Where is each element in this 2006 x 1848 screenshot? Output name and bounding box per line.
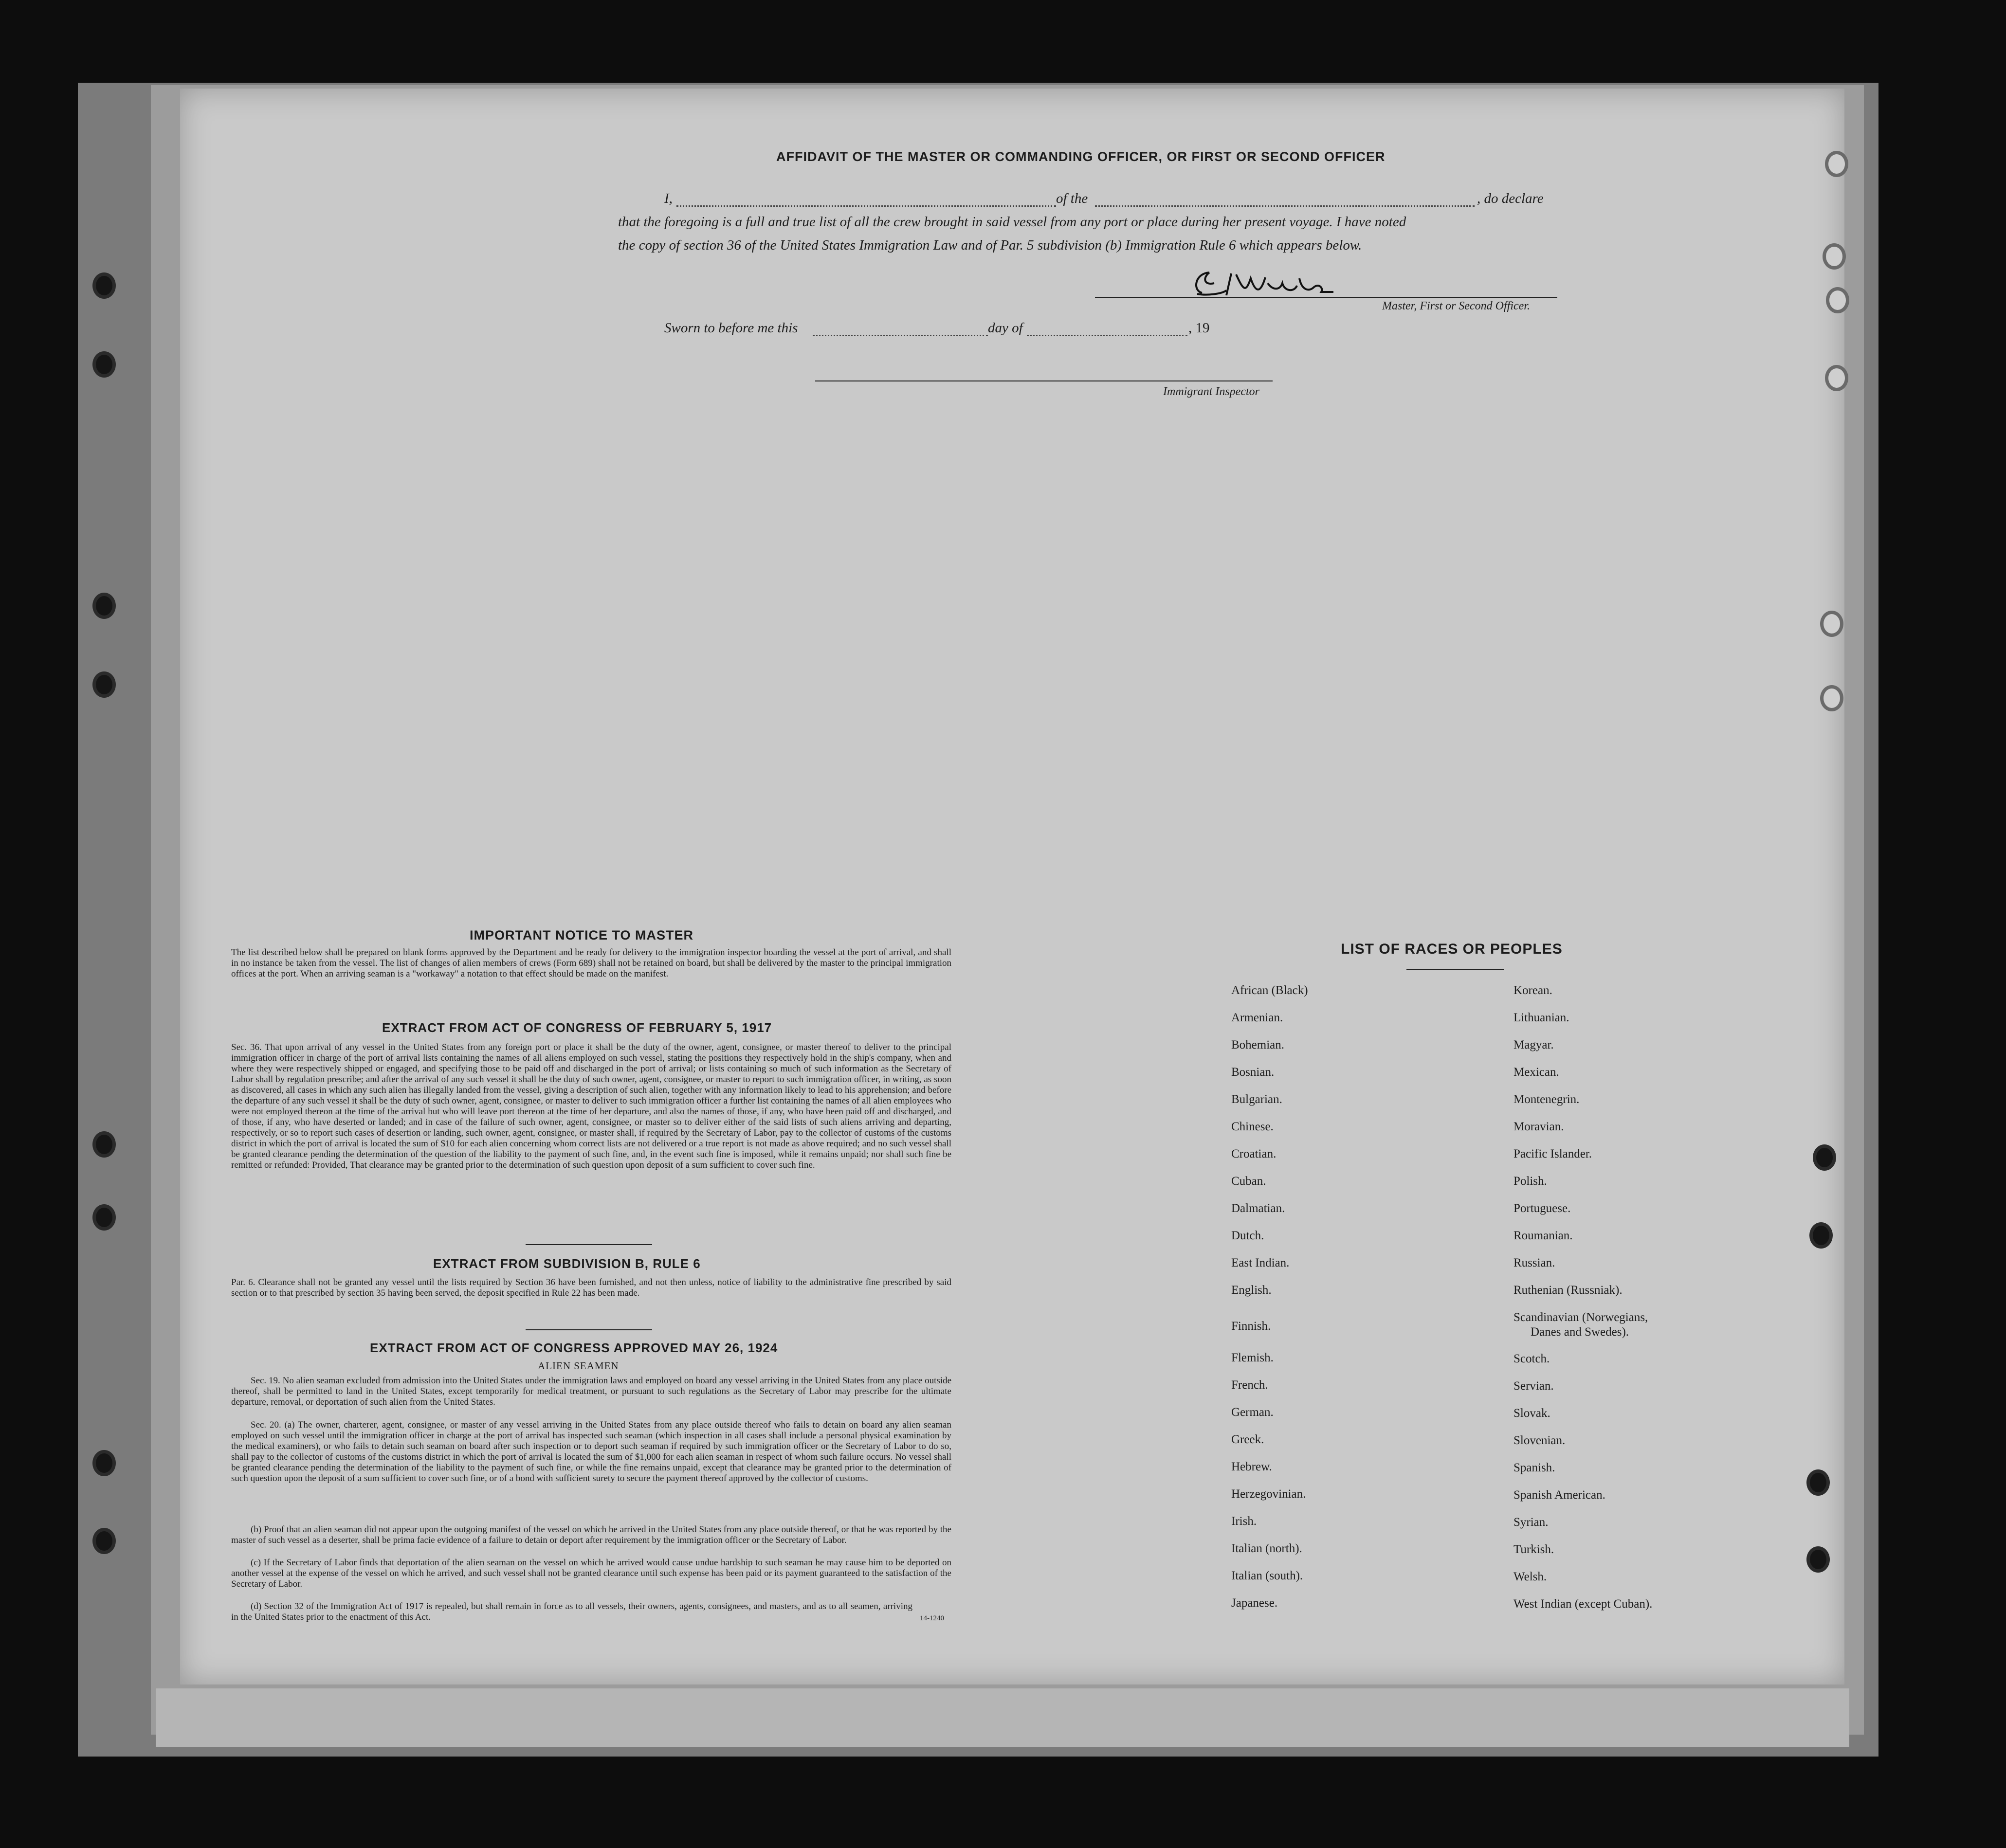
notice-heading: IMPORTANT NOTICE TO MASTER — [470, 928, 693, 942]
sworn-label: Sworn to before me this — [664, 320, 798, 336]
list-item: Roumanian. — [1514, 1229, 1573, 1242]
list-item: Flemish. — [1231, 1351, 1274, 1364]
extract-1917-body: Sec. 36. That upon arrival of any vessel in the United States from any foreign port or place it shall be the duty of the owner, agent, consignee, or master thereof to deliver to the principal immigration officer in charge of the port of arrival lists containing the names of all aliens employed on such vessel, stating the positions they respectively hold in the ship's company, when and where they were respectively shipped or engaged, and specifying those to be paid off and discharged in the port of arrival; or lists containing so much of such information as the Secretary of Labor shall by regulation prescribe; and after the arrival of any such vessel it shall be the duty of such owner, agent, consignee, or master to report to such immigration officer, in writing, as soon as discovered, all cases in which any such alien has illegally landed from the vessel, giving a description of such alien, together with any information likely to lead to his apprehension; and before the departure of any such vessel it shall be the duty of such owner, agent, consignee, or master to deliver to such immigration officer a further list containing the names of all alien employees who were not employed thereon at the time of the arrival but who will leave port thereon at the time of her departure, and also the names of those, if any, who have been paid off and discharged, and of those, if any, who have deserted or landed; and in case of the failure of such owner, agent, consignee, or master so to deliver either of the said lists of such aliens arriving and departing, respectively, or so to report such cases of desertion or landing, such owner, agent, consignee, or master shall, if required by the Secretary of Labor, pay to the collector of customs of the customs district in which the port of arrival is located the sum of $10 for each alien concerning whom correct lists are not delivered or a true report is not made as above required; and no such vessel shall be granted clearance pending the determination of the question of the liability to the payment of such fine, and, in the event such fine is imposed, while it remains unpaid; nor shall such fine be remitted or refunded: Provided, That clearance may be granted prior to the determination of such question upon deposit of a sum sufficient to cover such fine. — [231, 1042, 951, 1170]
notice-body: The list described below shall be prepared on blank forms approved by the Department and be ready for delivery to the immigration inspector boarding the vessel at the port of arrival, and shall in no instance be taken from the vessel. The list of changes of alien members of crews (Form 689) shall not be retained on board, but shall be delivered by the master to the principal immigration offices at the port. When an arriving seaman is a "workaway" a notation to that effect should be made on the manifest. — [231, 947, 951, 979]
extract-1924-heading: EXTRACT FROM ACT OF CONGRESS APPROVED MAY 26, 1924 — [370, 1341, 778, 1355]
document-page — [180, 89, 1844, 1685]
list-item: English. — [1231, 1284, 1272, 1297]
list-item: West Indian (except Cuban). — [1514, 1597, 1653, 1611]
list-item: Croatian. — [1231, 1147, 1277, 1160]
extract-1924-subheading: ALIEN SEAMEN — [538, 1360, 619, 1372]
binder-hole — [92, 1450, 116, 1476]
list-item: Irish. — [1231, 1515, 1257, 1528]
sworn-month-blank — [1027, 335, 1187, 336]
signature-line — [1095, 297, 1557, 298]
list-item: French. — [1231, 1378, 1268, 1392]
year-label: , 19 — [1188, 320, 1210, 336]
binder-hole — [92, 351, 116, 378]
list-item: Greek. — [1231, 1433, 1264, 1446]
list-item: Italian (north). — [1231, 1542, 1302, 1555]
list-item: Slovak. — [1514, 1407, 1550, 1420]
list-item: Spanish American. — [1514, 1488, 1605, 1502]
list-item: Ruthenian (Russniak). — [1514, 1284, 1623, 1297]
list-item: Polish. — [1514, 1175, 1547, 1188]
vessel-blank — [1095, 205, 1475, 207]
list-item: Scotch. — [1514, 1352, 1550, 1365]
binder-hole — [92, 1204, 116, 1231]
list-item: Mexican. — [1514, 1066, 1559, 1079]
races-heading: LIST OF RACES OR PEOPLES — [1341, 941, 1563, 957]
binder-hole — [1809, 1222, 1833, 1249]
list-item: Magyar. — [1514, 1038, 1554, 1051]
list-item: Welsh. — [1514, 1570, 1547, 1583]
list-item: Moravian. — [1514, 1120, 1564, 1133]
list-item: German. — [1231, 1406, 1274, 1419]
list-item: African (Black) — [1231, 984, 1308, 997]
list-item: Lithuanian. — [1514, 1011, 1569, 1024]
list-item: Turkish. — [1514, 1543, 1554, 1556]
bottom-sheet-edge — [156, 1688, 1849, 1747]
extract-1917-heading: EXTRACT FROM ACT OF CONGRESS OF FEBRUARY 5, 1917 — [382, 1020, 772, 1035]
binder-hole — [92, 1131, 116, 1158]
list-item: Bulgarian. — [1231, 1093, 1282, 1106]
binder-hole — [92, 1528, 116, 1554]
list-item: Bohemian. — [1231, 1038, 1285, 1051]
extract-1924-sec20a: Sec. 20. (a) The owner, charterer, agent, consignee, or master of any vessel arriving in the United States from any place outside thereof who fails to detain on board any alien seaman employed on such vessel until the immigration officer in charge at the port of arrival has inspected such seaman (which inspection in all cases shall include a personal physical examination by the medical examiners), or who fails to detain such seaman on board after such inspection or to deport such seaman if required by such immigration officer or the Secretary of Labor to do so, shall pay to the collector of customs of the customs district in which the port of arrival is located the sum of $1,000 for each alien seaman in respect of whom such failure occurs. No vessel shall be granted clearance pending the determination of the liability to the payment of such fine, or while the fine remains unpaid, except that clearance may be granted prior to the determination of such question upon the deposit of a sum sufficient to cover such fine, or of a bond with sufficient surety to secure the payment thereof approved by the collector of customs. — [231, 1420, 951, 1484]
list-item: Russian. — [1514, 1256, 1555, 1269]
binder-hole — [1806, 1469, 1830, 1496]
extract-1924-sec20d: (d) Section 32 of the Immigration Act of 1917 is repealed, but shall remain in force as to all vessels, their owners, agents, consignees, and masters, and as to all seamen, arriving in the United States prior to the enactment of this Act. — [231, 1601, 912, 1622]
extract-1924-sec20c: (c) If the Secretary of Labor finds that deportation of the alien seaman on the vessel on which he arrived would cause undue hardship to such seaman he may cause him to be deported on another vessel at the expense of the vessel on which he arrived, and such vessel shall not be granted clearance until such expense has been paid or its payment guaranteed to the satisfaction of the Secretary of Labor. — [231, 1558, 951, 1589]
list-item: Slovenian. — [1514, 1434, 1566, 1447]
binder-hole — [1825, 151, 1848, 177]
list-item-continuation: Danes and Swedes). — [1531, 1325, 1629, 1339]
extract-rule6-heading: EXTRACT FROM SUBDIVISION B, RULE 6 — [433, 1256, 701, 1271]
inspector-caption: Immigrant Inspector — [1163, 385, 1259, 398]
list-item: Herzegovinian. — [1231, 1487, 1306, 1501]
list-item: Dalmatian. — [1231, 1202, 1285, 1215]
list-item: Finnish. — [1231, 1320, 1271, 1333]
list-item: Scandinavian (Norwegians, — [1514, 1311, 1648, 1324]
binder-hole — [1826, 287, 1849, 313]
list-item: Hebrew. — [1231, 1460, 1272, 1473]
binder-hole — [1820, 611, 1843, 637]
list-item: Spanish. — [1514, 1461, 1555, 1474]
affidavit-line-2: that the foregoing is a full and true list of all the crew brought in said vessel from any port or place during her present voyage. I have noted — [618, 214, 1406, 230]
day-of-label: day of — [988, 320, 1023, 336]
list-item: East Indian. — [1231, 1256, 1290, 1269]
signature-caption: Master, First or Second Officer. — [1382, 300, 1530, 312]
binder-hole — [1820, 685, 1843, 711]
binder-hole — [92, 272, 116, 299]
extract-rule6-body: Par. 6. Clearance shall not be granted any vessel until the lists required by Section 36 have been furnished, and not then unless, notice of liability to the administrative fine prescribed by said section or to that prescribed by section 35 having been served, the deposit specified in Rule 22 has been made. — [231, 1277, 951, 1298]
list-item: Chinese. — [1231, 1120, 1274, 1133]
divider-1 — [526, 1244, 652, 1245]
binder-hole — [92, 593, 116, 619]
affidavit-of-the-label: of the — [1056, 191, 1088, 206]
races-divider — [1406, 969, 1504, 970]
affidavit-declare-label: , do declare — [1477, 191, 1544, 206]
form-number: 14-1240 — [920, 1614, 944, 1622]
list-item: Japanese. — [1231, 1596, 1278, 1610]
extract-1924-sec20b: (b) Proof that an alien seaman did not appear upon the outgoing manifest of the vessel on which he arrived in the United States from any place outside thereof, or that he was reported by the master of such vessel as a deserter, shall be prima facie evidence of a failure to detain or deport after requirement by the immigration officer or the Secretary of Labor. — [231, 1524, 951, 1545]
list-item: Pacific Islander. — [1514, 1147, 1592, 1160]
extract-1924-sec19: Sec. 19. No alien seaman excluded from admission into the United States under the immigration laws and employed on board any vessel arriving in the United States from any place outside thereof, shall be permitted to land in the United States, except temporarily for medical treatment, or pursuant to such regulations as the Secretary of Labor may prescribe for the ultimate departure, removal, or deportation of such alien from the United States. — [231, 1376, 951, 1407]
list-item: Cuban. — [1231, 1175, 1266, 1188]
affidavit-line-3: the copy of section 36 of the United States Immigration Law and of Par. 5 subdivision (b) Immigration Rule 6 which appears below. — [618, 237, 1362, 253]
divider-2 — [526, 1329, 652, 1330]
sworn-day-blank — [813, 335, 988, 336]
binder-hole — [1813, 1144, 1836, 1171]
list-item: Bosnian. — [1231, 1066, 1275, 1079]
binder-hole — [1823, 243, 1846, 270]
list-item: Italian (south). — [1231, 1569, 1303, 1582]
binder-hole — [1806, 1546, 1830, 1573]
binder-hole — [92, 671, 116, 698]
list-item: Dutch. — [1231, 1229, 1264, 1242]
affidavit-heading: AFFIDAVIT OF THE MASTER OR COMMANDING OFFICER, OR FIRST OR SECOND OFFICER — [776, 149, 1386, 164]
list-item: Montenegrin. — [1514, 1093, 1580, 1106]
list-item: Servian. — [1514, 1379, 1554, 1393]
inspector-line — [815, 380, 1273, 381]
list-item: Armenian. — [1231, 1011, 1283, 1024]
affidavit-i-label: I, — [664, 191, 673, 206]
list-item: Korean. — [1514, 984, 1552, 997]
list-item: Portuguese. — [1514, 1202, 1571, 1215]
name-blank — [676, 205, 1056, 207]
list-item: Syrian. — [1514, 1516, 1549, 1529]
binder-hole — [1825, 365, 1848, 391]
